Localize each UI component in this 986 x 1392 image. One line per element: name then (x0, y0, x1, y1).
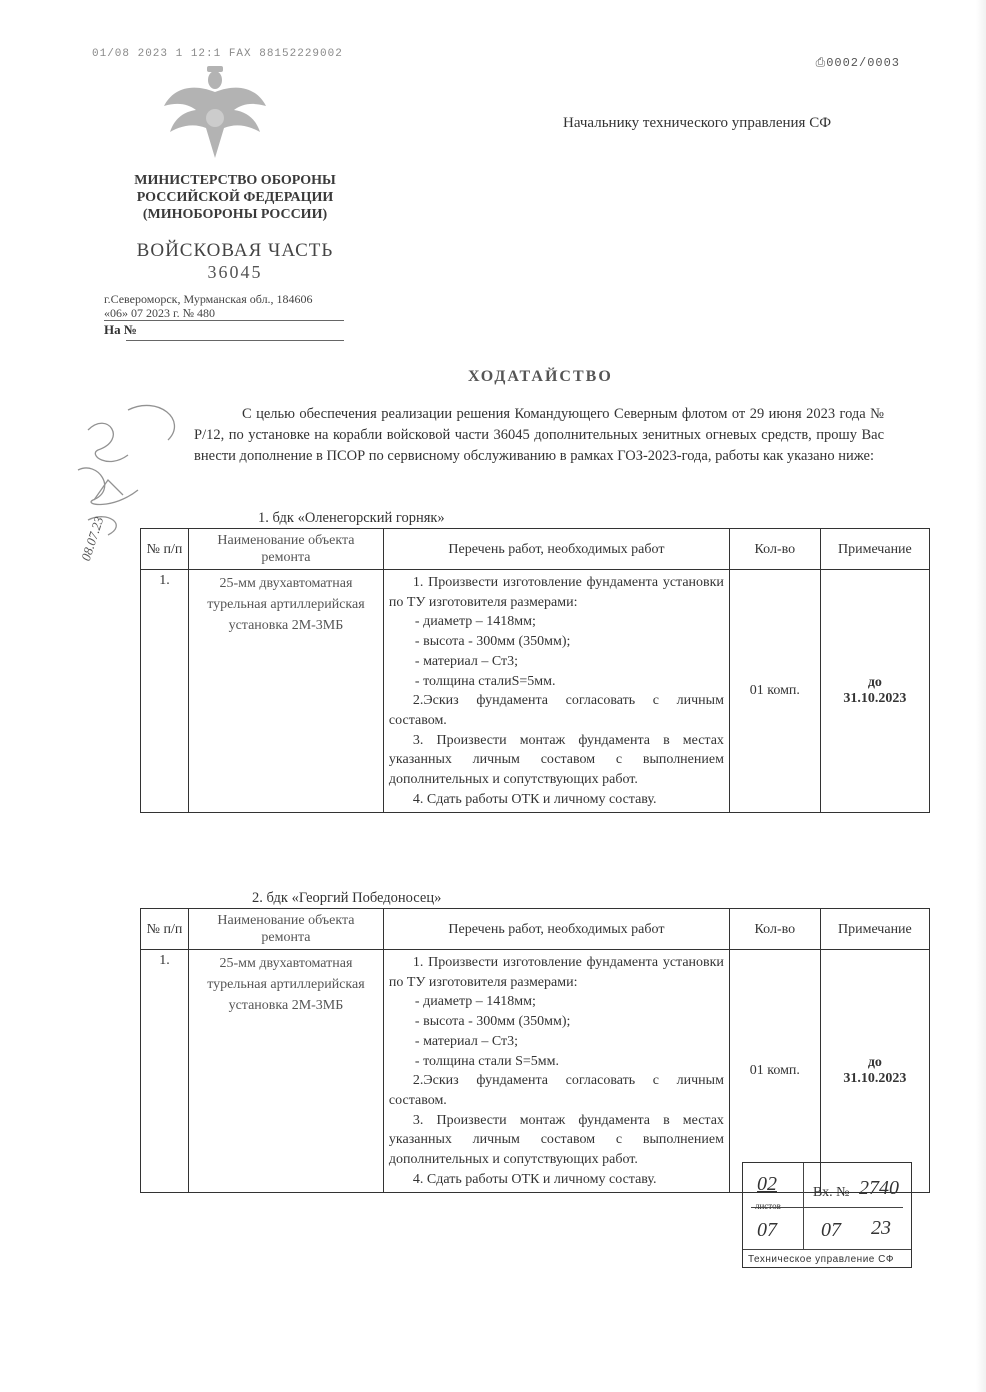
work-item-1: 1. Произвести изготовление фундамента установки по ТУ изготовителя размерами: (388, 575, 724, 610)
row-note (820, 950, 929, 1193)
sender-address: г.Североморск, Мурманская обл., 184606 (104, 292, 313, 306)
stamp-footer-divider (743, 1249, 911, 1250)
row-note (820, 570, 929, 813)
document-title: ХОДАТАЙСТВО (468, 368, 613, 385)
stamp-incoming-number: 2740 (859, 1177, 899, 1199)
work-subitem-diameter: - диаметр – 1418мм; (414, 994, 536, 1010)
stamp-incoming-label: Вх. № (813, 1185, 850, 1200)
work-item-3: 3. Произвести монтаж фундамента в местах указанных личным составом с выполнением дополнительных и сопутствующих работ. (388, 1112, 724, 1168)
fax-header: 01/08 2023 1 12:1 FAX 88152229002 (92, 48, 343, 60)
header-works: Перечень работ, необходимых работ (383, 909, 729, 950)
header-num: № п/п (141, 909, 189, 950)
section-2-title: 2. бдк «Георгий Победоносец» (252, 890, 442, 906)
work-item-3: 3. Произвести монтаж фундамента в местах указанных личным составом с выполнением дополнительных и сопутствующих работ. (388, 732, 724, 788)
row-works (383, 570, 729, 813)
header-qty: Кол-во (729, 529, 820, 570)
ministry-line-3: (МИНОБОРОНЫ РОССИИ) (142, 207, 328, 222)
stamp-sheets-label: листов (755, 1201, 781, 1211)
header-works: Перечень работ, необходимых работ (383, 529, 729, 570)
sender-date-line: «06» 07 2023 г. № 480 (104, 306, 216, 320)
coat-of-arms-icon (160, 62, 270, 162)
row-works (383, 950, 729, 1193)
header-qty: Кол-во (729, 909, 820, 950)
margin-date-note: 08.07.23 (78, 514, 107, 563)
fax-icon: ⎙ (815, 56, 827, 70)
table-header-row (141, 909, 930, 950)
ministry-header (100, 172, 370, 223)
table-header-row (141, 529, 930, 570)
note-date: 31.10.2023 (843, 1071, 907, 1087)
outgoing-underline (126, 340, 344, 341)
stamp-divider (751, 1207, 903, 1208)
works-table-2 (140, 908, 930, 1193)
stamp-footer: Техническое управление СФ (748, 1254, 894, 1265)
row-qty: 01 комп. (729, 570, 820, 813)
header-note: Примечание (820, 909, 929, 950)
stamp-year: 23 (871, 1217, 891, 1239)
work-item-4: 4. Сдать работы ОТК и личному составу. (412, 1171, 657, 1187)
row-object: 25-мм двухавтоматная турельная артиллерийская установка 2М-3МБ (188, 950, 383, 1193)
row-num: 1. (141, 950, 189, 1193)
note-prefix: до (867, 1055, 882, 1071)
addressee: Начальнику технического управления СФ (563, 115, 832, 131)
header-num: № п/п (141, 529, 189, 570)
work-subitem-diameter: - диаметр – 1418мм; (414, 614, 536, 630)
row-object: 25-мм двухавтоматная турельная артиллерийская установка 2М-3МБ (188, 570, 383, 813)
scan-edge (976, 0, 986, 1392)
note-prefix: до (867, 675, 882, 691)
work-subitem-material: - материал – Ст3; (414, 1033, 519, 1049)
stamp-sheets: 02 (757, 1173, 777, 1195)
intro-paragraph: С целью обеспечения реализации решения Командующего Северным флотом от 29 июня 2023 года № Р/12, по установке на корабли войсковой части 36045 дополнительных зенитных огневых средств, прошу Вас внести дополнение в ПСОР по сервисному обслуживанию в рамках ГОЗ-2023-года, работы как указано ниже: (194, 406, 884, 464)
ministry-line-2: РОССИЙСКОЙ ФЕДЕРАЦИИ (136, 190, 334, 205)
header-object: Наименование объекта ремонта (188, 909, 383, 950)
work-subitem-material: - материал – Ст3; (414, 653, 519, 669)
unit-label: ВОЙСКОВАЯ ЧАСТЬ (136, 240, 334, 261)
work-subitem-thickness: - толщина сталиS=5мм. (414, 673, 556, 689)
date-underline (104, 320, 344, 321)
outgoing-reference: На № (104, 322, 137, 337)
stamp-day: 07 (757, 1219, 777, 1241)
table-row (141, 570, 930, 813)
work-subitem-height: - высота - 300мм (350мм); (414, 1014, 571, 1030)
header-object: Наименование объекта ремонта (188, 529, 383, 570)
work-subitem-thickness: - толщина стали S=5мм. (414, 1053, 560, 1069)
page-number-text: 0002/0003 (826, 56, 900, 70)
table-row (141, 950, 930, 1193)
stamp-divider-vertical (803, 1163, 804, 1249)
incoming-stamp (742, 1162, 912, 1268)
header-note: Примечание (820, 529, 929, 570)
ministry-line-1: МИНИСТЕРСТВО ОБОРОНЫ (134, 173, 336, 188)
section-1-title: 1. бдк «Оленегорский горняк» (258, 510, 445, 526)
work-item-2: 2.Эскиз фундамента согласовать с личным составом. (388, 693, 724, 728)
note-date: 31.10.2023 (843, 691, 907, 707)
unit-number: 36045 (207, 262, 263, 282)
work-item-1: 1. Произвести изготовление фундамента установки по ТУ изготовителя размерами: (388, 955, 724, 990)
page-number (816, 56, 900, 70)
work-item-4: 4. Сдать работы ОТК и личному составу. (412, 791, 657, 807)
work-item-2: 2.Эскиз фундамента согласовать с личным составом. (388, 1073, 724, 1108)
row-num: 1. (141, 570, 189, 813)
stamp-month: 07 (821, 1219, 841, 1241)
works-table-1 (140, 528, 930, 813)
work-subitem-height: - высота - 300мм (350мм); (414, 634, 571, 650)
row-qty: 01 комп. (729, 950, 820, 1193)
